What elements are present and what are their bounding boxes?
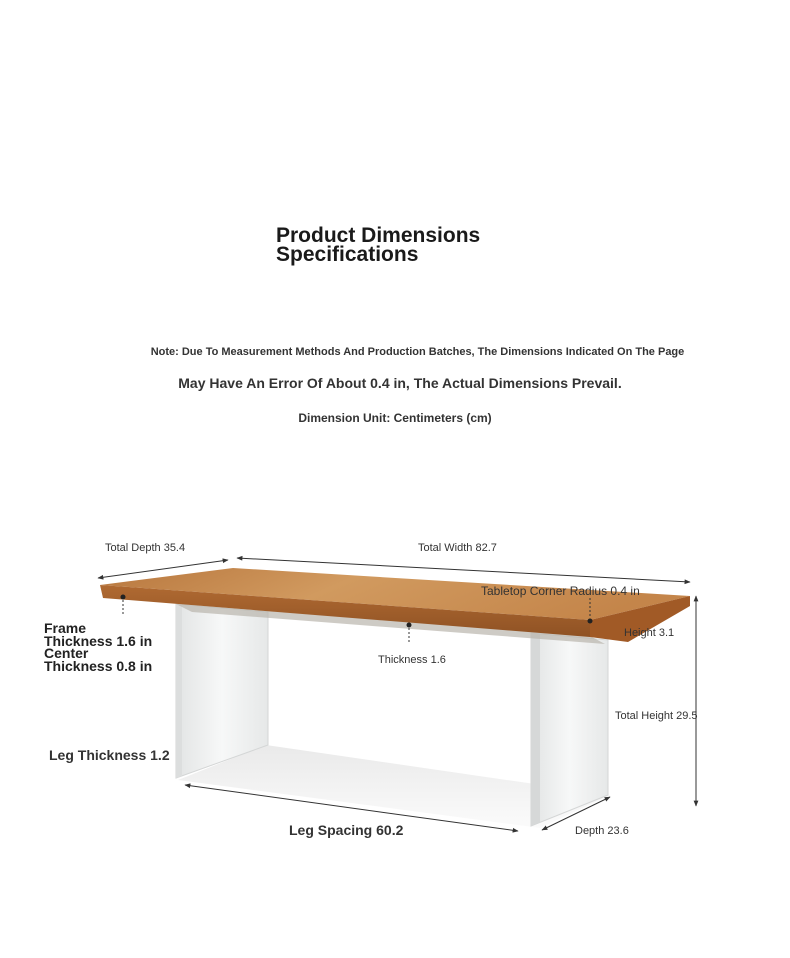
frame-label-line-3: Center xyxy=(44,645,89,661)
note-line-1: Note: Due To Measurement Methods And Production Batches, The Dimensions Indicated On The Page xyxy=(150,346,685,358)
total-depth-label: Total Depth 35.4 xyxy=(105,542,186,554)
leg-spacing-label: Leg Spacing 60.2 xyxy=(289,822,404,838)
total-width-label: Total Width 82.7 xyxy=(418,542,497,554)
frame-label-line-2: Thickness 1.6 in xyxy=(44,632,153,649)
frame-label-line-4: Thickness 0.8 in xyxy=(44,657,153,674)
total-height-label: Total Height 29.5 xyxy=(615,710,698,722)
thickness-label: Thickness 1.6 xyxy=(378,654,446,666)
height-label: Height 3.1 xyxy=(624,627,675,639)
depth-label: Depth 23.6 xyxy=(575,825,629,837)
page-title xyxy=(276,226,480,264)
thickness-point xyxy=(407,623,412,628)
title-line-1: Product Dimensions xyxy=(276,224,481,247)
frame-label-line-1: Frame xyxy=(44,620,87,636)
right-leg-edge xyxy=(531,633,540,826)
dimension-unit: Dimension Unit: Centimeters (cm) xyxy=(298,411,492,425)
right-leg xyxy=(531,633,608,826)
radius-point xyxy=(588,619,593,624)
note-line-2: May Have An Error Of About 0.4 in, The Actual Dimensions Prevail. xyxy=(178,375,622,391)
title-line-2: Specifications xyxy=(276,243,419,266)
frame-thickness-label xyxy=(44,622,152,672)
left-leg-edge xyxy=(176,604,182,778)
frame-point xyxy=(121,595,126,600)
corner-radius-label: Tabletop Corner Radius 0.4 in xyxy=(481,584,640,598)
leg-thickness-label: Leg Thickness 1.2 xyxy=(49,747,170,763)
